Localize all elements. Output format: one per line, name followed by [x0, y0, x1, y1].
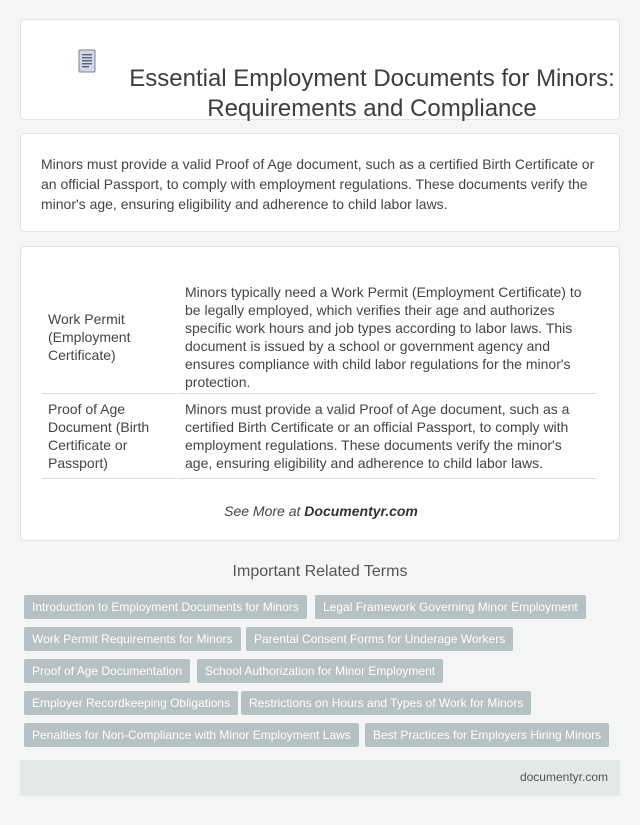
related-tag[interactable]: Employer Recordkeeping Obligations	[24, 691, 238, 715]
table-cell-term: Proof of Age Document (Birth Certificate or Passport)	[42, 393, 178, 478]
related-tag[interactable]: Penalties for Non-Compliance with Minor Employment Laws	[24, 723, 359, 747]
document-icon	[77, 49, 97, 73]
page-title-line-1: Essential Employment Documents for Minors:	[129, 65, 615, 92]
header-card	[20, 19, 620, 120]
related-tag[interactable]: Best Practices for Employers Hiring Minors	[365, 723, 609, 747]
related-terms-title: Important Related Terms	[232, 563, 408, 580]
related-tag[interactable]: Work Permit Requirements for Minors	[24, 627, 241, 651]
table-row	[42, 393, 597, 478]
related-tag[interactable]: Parental Consent Forms for Underage Workers	[246, 627, 513, 651]
table-row	[42, 281, 597, 393]
footer-site[interactable]: documentyr.com	[519, 770, 608, 784]
related-tag[interactable]: Introduction to Employment Documents for Minors	[24, 595, 307, 619]
intro-paragraph: Minors must provide a valid Proof of Age document, such as a certified Birth Certificate or an official Passport, to comply with employment regulations. These documents verify the minor's age, ensuring eligibility and adherence to child labor laws.	[41, 156, 595, 212]
footer	[20, 760, 620, 796]
table-cell-description: Minors typically need a Work Permit (Employment Certificate) to be legally employed, which verifies their age and authorizes specific work hours and job types according to labor laws. This document is issued by a school or government agency and ensures compliance with child labor regulations for the minor's protection.	[178, 281, 597, 393]
documents-table	[42, 281, 597, 479]
table-cell-description: Minors must provide a valid Proof of Age document, such as a certified Birth Certificate or an official Passport, to comply with employment regulations. These documents verify the minor's age, ensuring eligibility and adherence to child labor laws.	[178, 393, 597, 478]
related-tag[interactable]: Proof of Age Documentation	[24, 659, 190, 683]
documents-table-card	[20, 246, 620, 541]
intro-card	[20, 133, 620, 232]
see-more-link[interactable]	[21, 503, 621, 519]
related-tag[interactable]: Restrictions on Hours and Types of Work for Minors	[241, 691, 531, 715]
page-title-line-2: Requirements and Compliance	[207, 95, 537, 122]
related-tag[interactable]: School Authorization for Minor Employment	[197, 659, 443, 683]
page-title	[117, 64, 627, 124]
see-more-site[interactable]: Documentyr.com	[304, 503, 418, 519]
see-more-prefix: See More at	[224, 503, 305, 519]
table-cell-term: Work Permit (Employment Certificate)	[42, 281, 178, 393]
related-tag[interactable]: Legal Framework Governing Minor Employment	[315, 595, 586, 619]
